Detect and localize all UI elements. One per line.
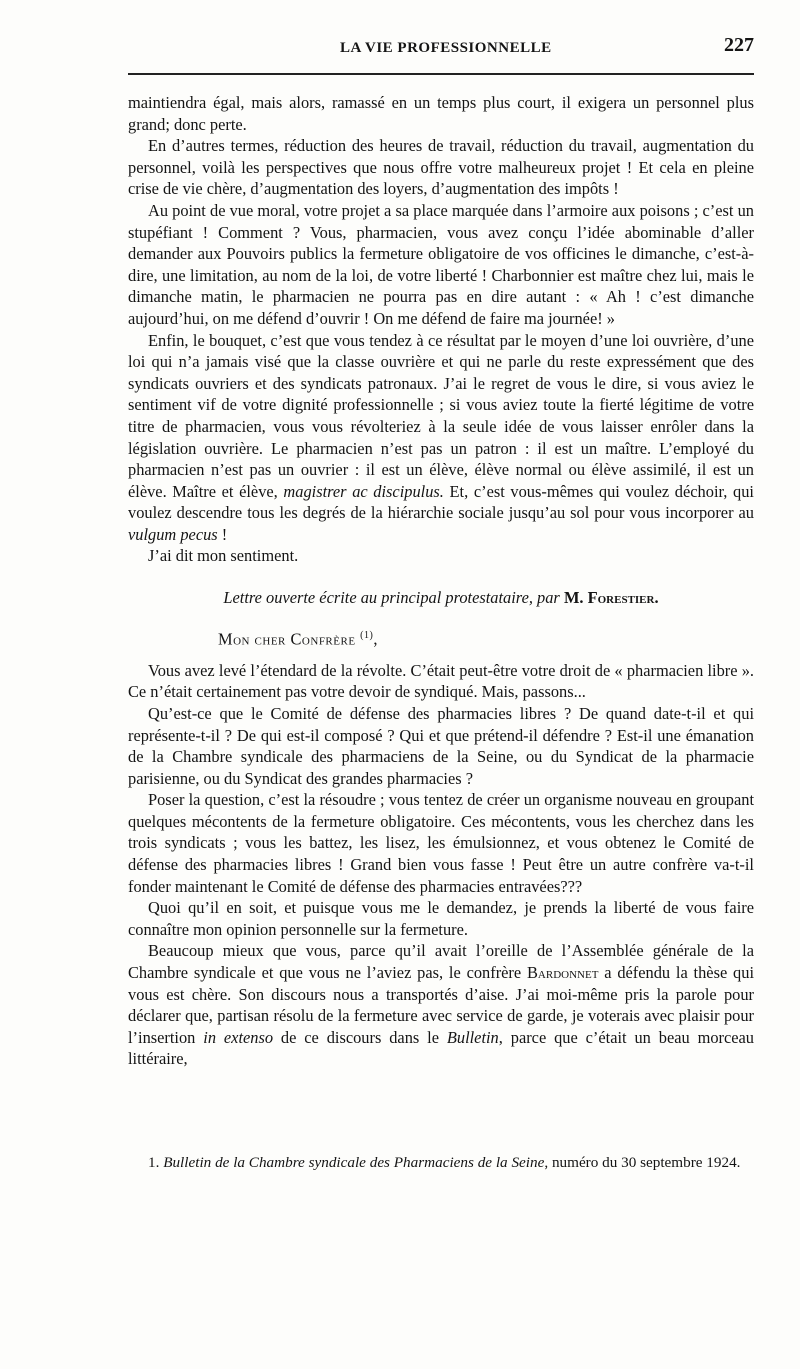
letter-paragraph: Poser la question, c’est la résoudre ; vous tentez de créer un organisme nouveau en groupant quelques mécontents de la fermeture obligatoire. Ces mécontents, vous les cherchez dans les trois syndicats ; vous les battez, les lisez, les émulsionnez, et vous obtenez le Comité de défense des pharmacies libres ! Grand bien vous fasse ! Peut être un autre confrère va-t-il fonder maintenant le Comité de défense des pharmacies entravées??? [128,790,754,896]
letter-paragraph: Vous avez levé l’étendard de la révolte. C’était peut-être votre droit de « pharmacien libre ». Ce n’était certainement pas votre devoir de syndiqué. Mais, passons... [128,660,754,702]
paragraph-text: de ce discours dans le [273,1027,447,1047]
person-name: Bardonnet [526,963,599,983]
letter-author: M. Forestier. [563,588,659,608]
page-header [128,34,754,64]
paragraph: Au point de vue moral, votre projet a sa place marquée dans l’armoire aux poisons ; c’est un stupéfiant ! Comment ? Vous, pharmacien, vous avez conçu l’idée abominable d’aller demander aux Pouvoirs publics la fermeture obligatoire de vos officines le dimanche, c’est-à-dire, une limitation, au nom de la loi, de votre liberté ! Charbonnier est maître chez lui, mais le dimanche matin, le pharmacien ne pourra pas en dire autant : « Ah ! c’est dimanche aujourd’hui, on me défend d’ouvrir ! On me défend de faire ma journée! » [128,200,754,328]
latin-phrase: magistrer ac discipulus. [283,481,444,501]
latin-phrase: in extenso [203,1027,274,1047]
letter-title-text: Lettre ouverte écrite au principal protestataire, par [223,588,560,608]
paragraph-text: ! [217,524,228,544]
closing-line: J’ai dit mon sentiment. [148,546,299,566]
letter-paragraph: Qu’est-ce que le Comité de défense des pharmacies libres ? De quand date-t-il et qui représente-t-il ? De qui est-il composé ? Qui et que prétend-il défendre ? Est-il une émanation de la Chambre syndicale des pharmaciens de la Seine, ou du Syndicat de la pharmacie parisienne, ou du Syndicat des grandes pharmacies ? [128,703,754,788]
header-rule [128,73,754,75]
page-number: 227 [724,34,754,56]
paragraph-text: , parce que c’était un beau morceau littéraire, [128,1027,754,1069]
footnote [128,1153,754,1172]
latin-phrase: vulgum pecus [128,524,218,544]
running-title: LA VIE PROFESSIONNELLE [340,40,552,56]
body-text [128,92,754,1070]
paragraph: En d’autres termes, réduction des heures de travail, réduction du travail, augmentation du personnel, voilà les perspectives que nous offre votre malheureux projet ! Et cela en pleine crise de vie chère, d’augmentation des loyers, d’augmentation des impôts ! [128,136,754,199]
letter-title [128,587,754,609]
footnote-marker: 1. [148,1154,160,1171]
paragraph-text: Enfin, le bouquet, c’est que vous tendez à ce résultat par le moyen d’une loi ouvrière, d’une loi qui n’a jamais visé que la classe ouvrière et qui ne parle du reste expressément que des syndicats ouvriers et des syndicats patronaux. J’ai le regret de vous le dire, si vous aviez le sentiment vif de votre dignité professionnelle ; si vous aviez toute la fierté légitime de votre titre de pharmacien, vous vous révolteriez à la seule idée de vous laisser enrôler dans la législation ouvrière. Le pharmacien n’est pas un patron : il est un maître. L’employé du pharmacien n’est pas un ouvrier : il est un élève, élève normal ou élève assimilé, il est un élève. Maître et élève, [128,330,754,501]
paragraph: maintiendra égal, mais alors, ramassé en un temps plus court, il exigera un personnel plus grand; donc perte. [128,93,754,134]
footnote-ref: (1) [360,629,374,641]
paragraph-text: a défendu la thèse qui vous est chère. Son discours nous a transportés d’aise. J’ai moi-même pris la parole pour déclarer que, partisan résolu de la fermeture avec service de garde, je voterais avec plaisir pour l’insertion [128,963,754,1047]
publication-name: Bulletin [446,1027,499,1047]
footnote-tail: , numéro du 30 septembre 1924. [544,1154,741,1171]
salutation-punct: , [373,629,378,649]
paragraph-text: Beaucoup mieux que vous, parce qu’il avait l’oreille de l’Assemblée générale de la Chambre syndicale et que vous ne l’aviez pas, le confrère [128,941,754,983]
letter-paragraph [128,940,754,1070]
salutation-text: Mon cher Confrère [218,629,356,649]
paragraph [128,330,754,546]
salutation [218,625,754,650]
footnote-text [128,1153,754,1172]
footnote-source: Bulletin de la Chambre syndicale des Pharmaciens de la Seine [163,1154,545,1171]
paragraph-text: Et, c’est vous-mêmes qui voulez déchoir, qui voulez descendre tous les degrés de la hiérarchie sociale jusqu’au sol pour vous incorporer au [128,481,754,523]
letter-paragraph: Quoi qu’il en soit, et puisque vous me le demandez, je prends la liberté de vous faire connaître mon opinion personnelle sur la fermeture. [128,898,754,939]
